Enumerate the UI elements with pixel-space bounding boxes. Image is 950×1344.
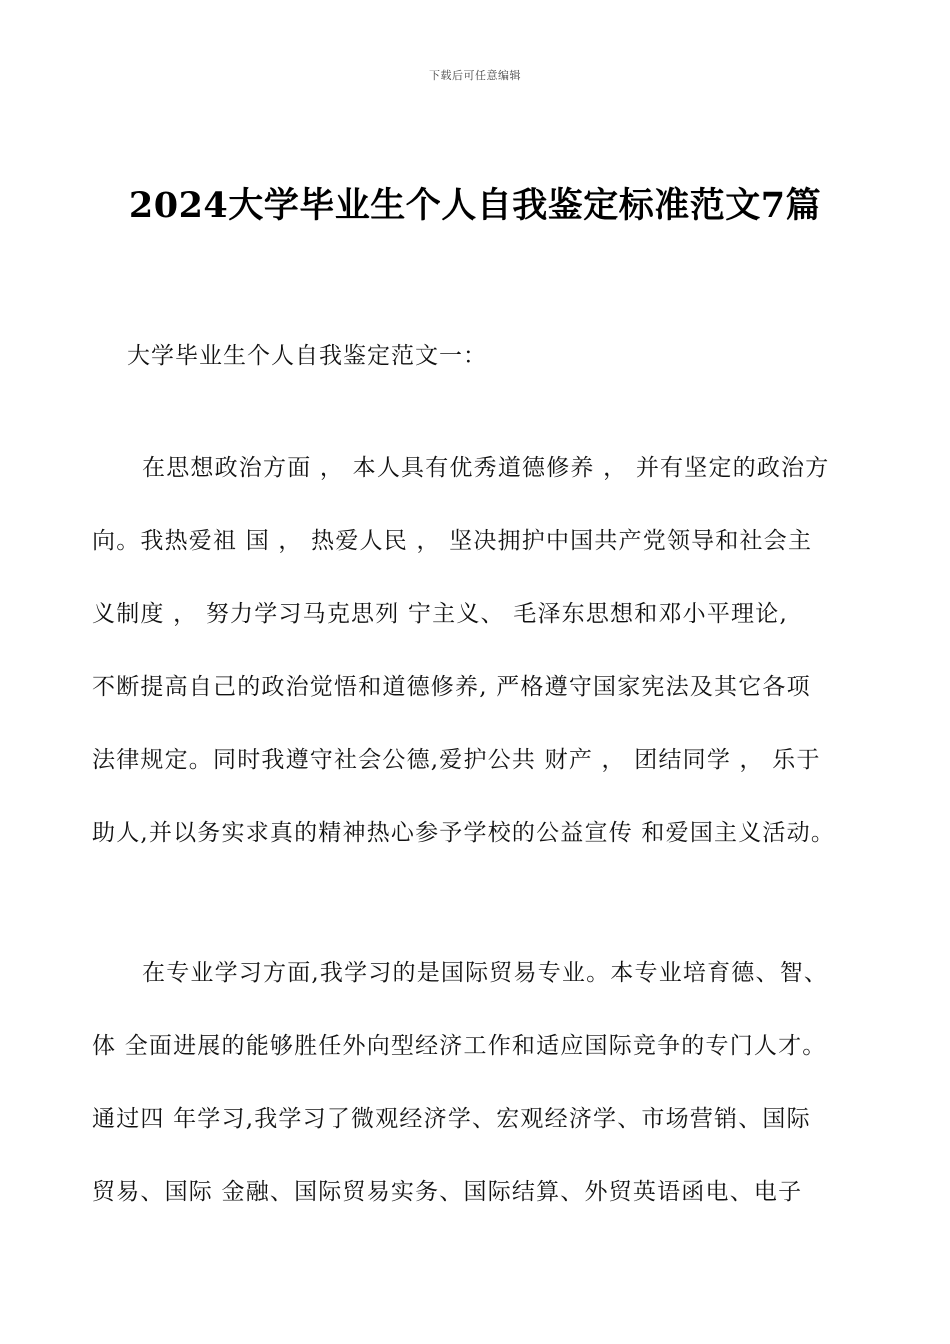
paragraph-line: 助人,并以务实求真的精神热心参予学校的公益宣传 和爱国主义活动。 — [92, 820, 836, 846]
paragraph-line: 义制度 ， 努力学习马克思列 宁主义、 毛泽东思想和邓小平理论, — [92, 601, 788, 627]
paragraph-line: 不断提高自己的政治觉悟和道德修养, 严格遵守国家宪法及其它各项 — [92, 674, 811, 700]
paragraph-line: 在思想政治方面 ， 本人具有优秀道德修养 ， 并有坚定的政治方 — [142, 455, 830, 481]
document-title: 2024大学毕业生个人自我鉴定标准范文7篇 — [128, 185, 822, 226]
header-note: 下载后可任意编辑 — [429, 69, 521, 82]
paragraph-political — [92, 452, 867, 890]
paragraph-line: 体 全面进展的能够胜任外向型经济工作和适应国际竞争的专门人才。 — [92, 1033, 827, 1059]
paragraph-line: 在专业学习方面,我学习的是国际贸易专业。本专业培育德、智、 — [142, 960, 829, 986]
section-heading: 大学毕业生个人自我鉴定范文一： — [127, 343, 487, 369]
paragraph-line: 通过四 年学习,我学习了微观经济学、宏观经济学、市场营销、国际 — [92, 1106, 811, 1132]
paragraph-line: 法律规定。同时我遵守社会公德,爱护公共 财产 ， 团结同学 ， 乐于 — [92, 747, 821, 773]
paragraph-line: 向。我热爱祖 国 ， 热爱人民 ， 坚决拥护中国共产党领导和社会主 — [92, 528, 813, 554]
paragraph-line: 贸易、国际 金融、国际贸易实务、国际结算、外贸英语函电、电子 — [92, 1179, 803, 1205]
paragraph-professional — [92, 957, 867, 1249]
